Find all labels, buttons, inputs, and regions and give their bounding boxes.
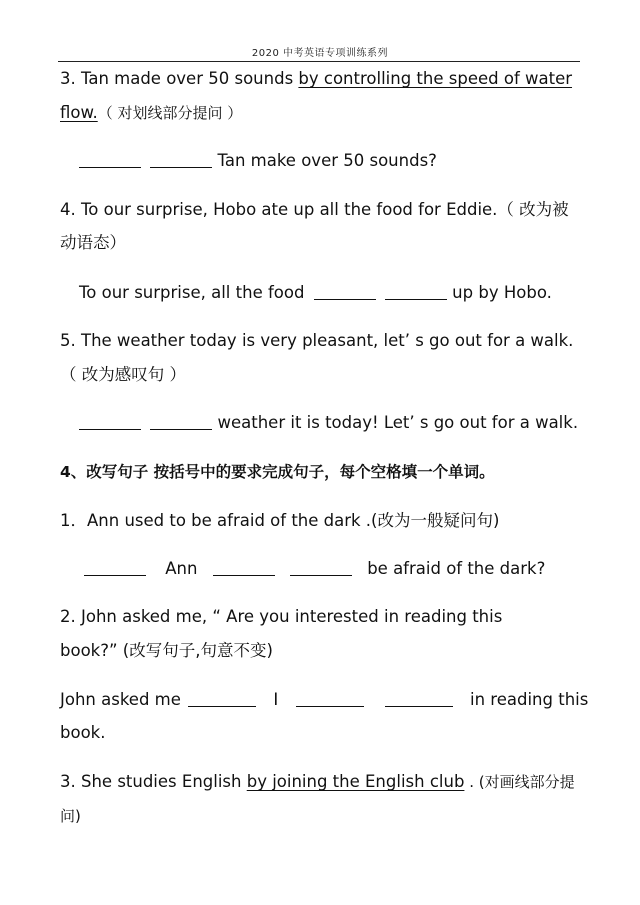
answer-blank[interactable]: [296, 705, 364, 707]
answer-blank[interactable]: [385, 705, 453, 707]
answer-blank[interactable]: [290, 574, 352, 576]
question-3-underlined-cont: flow.: [60, 103, 98, 122]
answer-blank[interactable]: [84, 574, 146, 576]
header-title: 2020 中考英语专项训练系列: [251, 48, 389, 59]
s4-q1-answer-tail: be afraid of the dark?: [367, 559, 546, 578]
question-3-instruction: （ 对划线部分提问 ）: [97, 104, 243, 122]
s4-q2-answer-i: I: [273, 690, 279, 709]
answer-blank[interactable]: [150, 428, 212, 430]
s4-question-3-text: 3. She studies English: [60, 772, 247, 791]
s4-question-1: 1．Ann used to be afraid of the dark .(改为一般疑问句): [60, 511, 500, 530]
question-5-answer-text: weather it is today! Let’ s go out for a walk.: [212, 413, 579, 432]
answer-blank[interactable]: [79, 166, 141, 168]
section-4-heading: 4、改写句子 按括号中的要求完成句子，每个空格填一个单词。: [60, 463, 495, 481]
s4-question-2-line2: book?” (改写句子,句意不变): [60, 641, 273, 660]
question-3-underlined: by controlling the speed of water: [298, 69, 573, 88]
question-4-answer-text: To our surprise, all the food: [79, 283, 310, 302]
question-3-text: 3. Tan made over 50 sounds: [60, 69, 299, 88]
question-4-answer-line: [79, 282, 552, 304]
question-5-answer-line: [79, 412, 578, 434]
question-3-answer-line: [79, 150, 437, 172]
question-5-line2: （ 改为感叹句 ）: [60, 365, 186, 384]
s4-q2-answer-text: John asked me: [60, 690, 181, 709]
question-3-line1: [60, 68, 572, 90]
question-5-line1: 5. The weather today is very pleasant, let’ s go out for a walk.: [60, 331, 574, 350]
answer-blank[interactable]: [188, 705, 256, 707]
question-4-answer-tail: up by Hobo.: [446, 283, 552, 302]
header-divider: [58, 61, 580, 62]
answer-blank[interactable]: [314, 298, 376, 300]
s4-question-3-line2: 问): [60, 807, 81, 825]
question-3-line2: [60, 102, 242, 124]
question-4-line1: 4. To our surprise, Hobo ate up all the food for Eddie.（ 改为被: [60, 200, 569, 219]
question-3-answer-text: Tan make over 50 sounds?: [212, 151, 437, 170]
s4-q2-answer-tail: in reading this: [470, 690, 589, 709]
s4-question-3-underlined: by joining the English club: [246, 772, 465, 791]
answer-blank[interactable]: [79, 428, 141, 430]
s4-question-3-line1: [60, 771, 575, 793]
answer-blank[interactable]: [385, 298, 447, 300]
s4-q1-ann: Ann: [165, 559, 198, 578]
s4-question-1-answer-line: [84, 558, 545, 580]
s4-question-2-answer-line: [60, 689, 588, 711]
s4-question-2-line1: 2. John asked me, “ Are you interested in reading this: [60, 607, 503, 626]
answer-blank[interactable]: [213, 574, 275, 576]
answer-blank[interactable]: [150, 166, 212, 168]
s4-question-3-instruction: . (对画线部分提: [464, 773, 575, 791]
question-4-line2: 动语态）: [60, 233, 126, 252]
s4-q2-answer-line2: book.: [60, 723, 106, 742]
